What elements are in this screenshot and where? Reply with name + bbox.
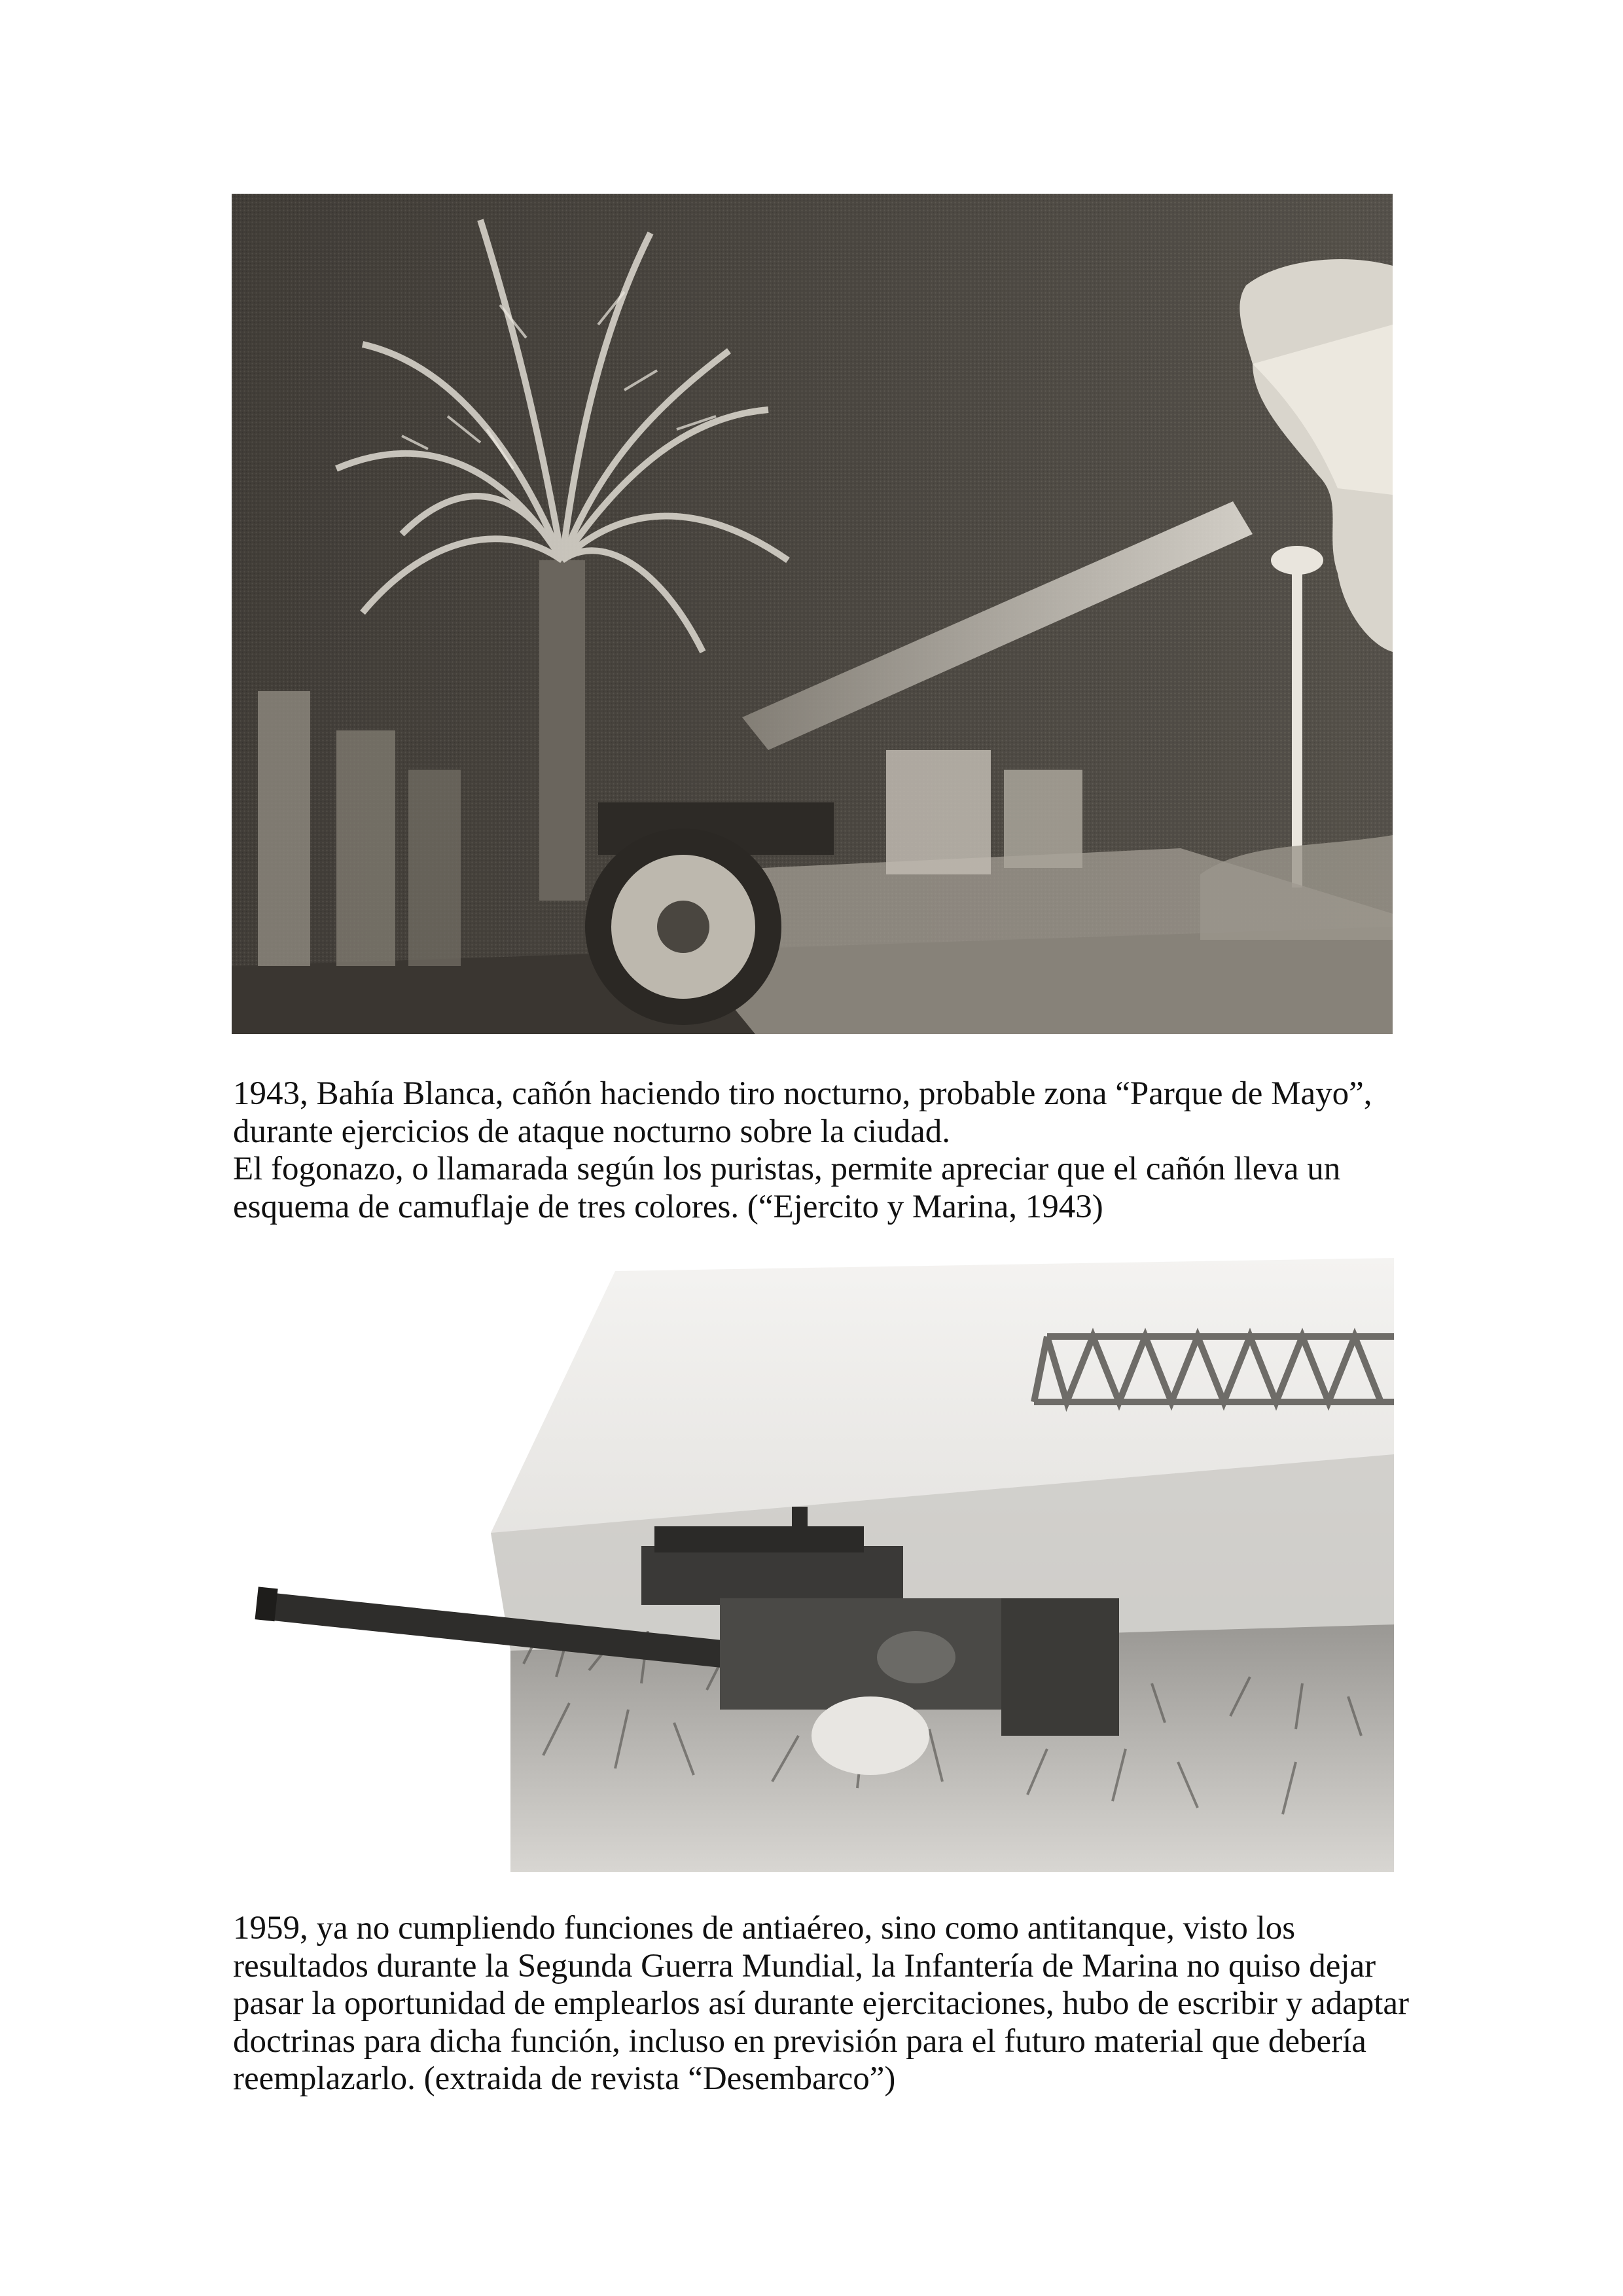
caption-1943-line: esquema de camuflaje de tres colores. (“Ejercito y Marina, 1943) <box>233 1188 1103 1225</box>
caption-1959 <box>233 1910 1410 2098</box>
caption-1959-line: 1959, ya no cumpliendo funciones de antiaéreo, sino como antitanque, visto los <box>233 1910 1296 1946</box>
caption-1959-line: resultados durante la Segunda Guerra Mundial, la Infantería de Marina no quiso dejar <box>233 1947 1376 1984</box>
caption-1943-line: durante ejercicios de ataque nocturno sobre la ciudad. <box>233 1113 951 1150</box>
caption-1959-line: doctrinas para dicha función, incluso en previsión para el futuro material que debería <box>233 2022 1366 2060</box>
night-firing-cannon-photo <box>232 194 1393 1034</box>
caption-1959-line: reemplazarlo. (extraida de revista “Desembarco”) <box>233 2060 896 2097</box>
caption-1943 <box>233 1075 1398 1226</box>
caption-1943-line: El fogonazo, o llamarada según los puristas, permite apreciar que el cañón lleva un <box>233 1151 1341 1187</box>
antitank-gun-in-grass-photo <box>249 1258 1394 1872</box>
caption-1943-line: 1943, Bahía Blanca, cañón haciendo tiro nocturno, probable zona “Parque de Mayo”, <box>233 1075 1372 1112</box>
caption-1959-line: pasar la oportunidad de emplearlos así durante ejercitaciones, hubo de escribir y adaptar <box>233 1985 1410 2022</box>
